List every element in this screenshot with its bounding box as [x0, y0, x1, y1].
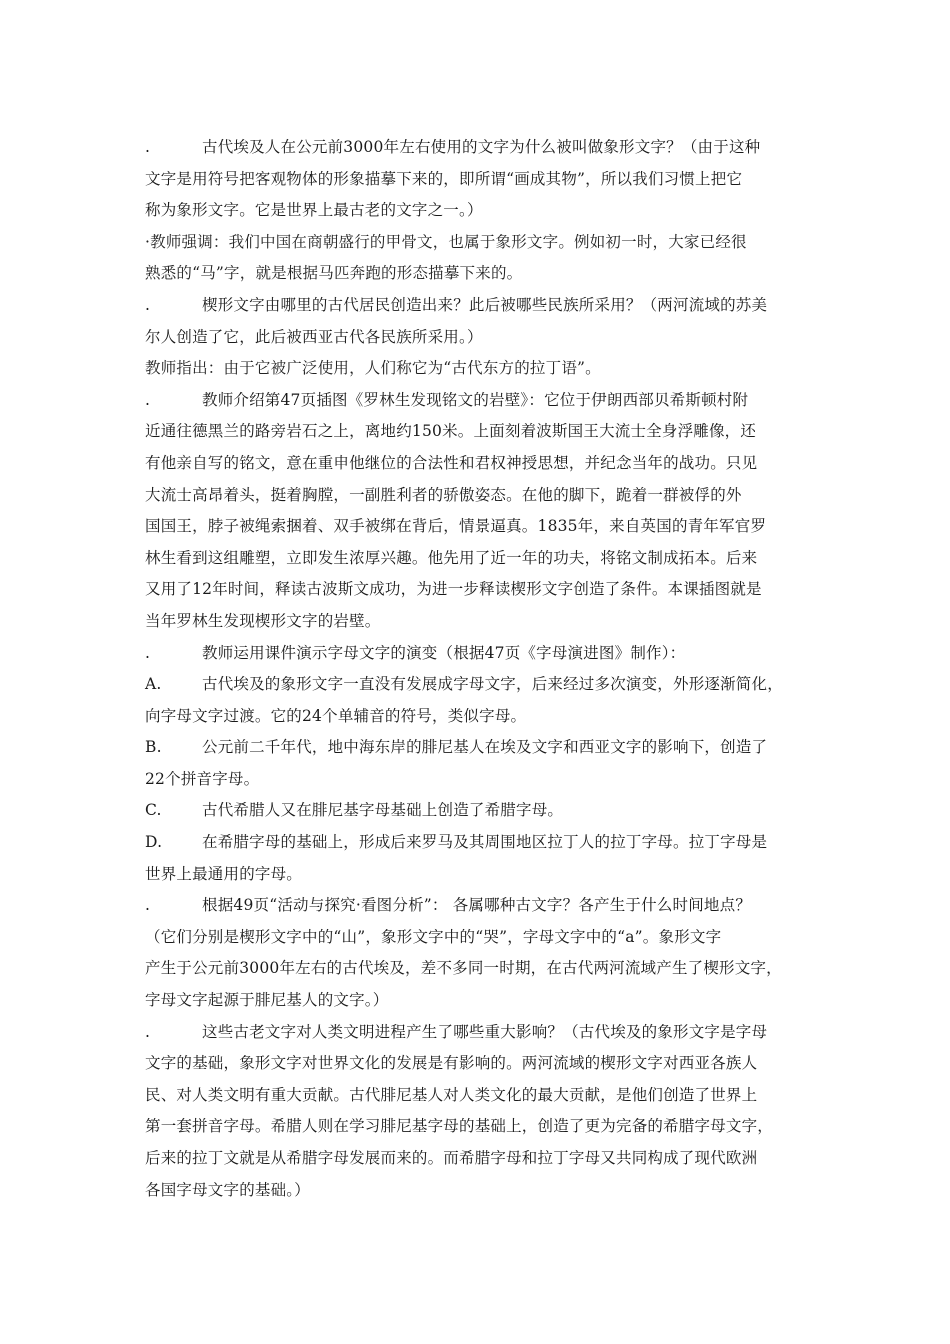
paragraph-teacher-emphasis [145, 227, 810, 290]
list-marker: . [145, 643, 151, 662]
text-line: 古代希腊人又在腓尼基字母基础上创造了希腊字母。 [202, 801, 564, 820]
paragraph-hieroglyph-question [145, 132, 810, 227]
text-line: 世界上最通用的字母。 [145, 864, 303, 883]
list-marker: . [145, 896, 151, 915]
text-line: 古代埃及人在公元前3000年左右使用的文字为什么被叫做象形文字？（由于这种 [202, 138, 761, 156]
text-line: 22个拼音字母。 [145, 769, 260, 788]
text-line: 产生于公元前3000年左右的古代埃及，差不多同一时期，在古代两河流域产生了楔形文字， [145, 959, 782, 978]
text-line: 尔人创造了它，此后被西亚古代各民族所采用。） [145, 327, 483, 346]
text-line: 公元前二千年代，地中海东岸的腓尼基人在埃及文字和西亚文字的影响下，创造了 [202, 738, 768, 757]
paragraph-item-d [145, 827, 810, 890]
paragraph-activity-analysis [145, 890, 810, 1016]
list-marker: D. [145, 833, 163, 852]
paragraph-rawlinson-inscription [145, 385, 810, 638]
text-line: 这些古老文字对人类文明进程产生了哪些重大影响？（古代埃及的象形文字是字母 [202, 1022, 768, 1041]
text-line: 文字的基础，象形文字对世界文化的发展是有影响的。两河流域的楔形文字对西亚各族人 [145, 1054, 758, 1073]
list-marker: . [145, 390, 151, 409]
text-line: 字母文字起源于腓尼基人的文字。） [145, 991, 389, 1010]
text-line: （它们分别是楔形文字中的“山”，象形文字中的“哭”，字母文字中的“a”。象形文字 [145, 927, 722, 946]
list-marker: . [145, 295, 151, 314]
list-marker: B. [145, 738, 162, 757]
text-line: 在希腊字母的基础上，形成后来罗马及其周围地区拉丁人的拉丁字母。拉丁字母是 [202, 833, 768, 852]
text-line: 根据49页“活动与探究·看图分析”： 各属哪种古文字？各产生于什么时间地点？ [202, 896, 752, 915]
text-line: 第一套拼音字母。希腊人则在学习腓尼基字母的基础上，创造了更为完备的希腊字母文字， [145, 1117, 774, 1136]
paragraph-alphabet-evolution [145, 638, 810, 670]
text-line: 各国字母文字的基础。） [145, 1180, 310, 1199]
text-line: 又用了12年时间，释读古波斯文成功，为进一步释读楔形文字创造了条件。本课插图就是 [145, 580, 762, 599]
text-line: 楔形文字由哪里的古代居民创造出来？此后被哪些民族所采用？（两河流域的苏美 [202, 295, 768, 314]
text-line: 近通往德黑兰的路旁岩石之上，离地约150米。上面刻着波斯国王大流士全身浮雕像，还 [145, 422, 757, 441]
text-line: 文字是用符号把客观物体的形象描摹下来的，即所谓“画成其物”，所以我们习惯上把它 [145, 169, 743, 188]
text-line: 国国王，脖子被绳索捆着、双手被绑在背后，情景逼真。1835年，来自英国的青年军官罗 [145, 517, 767, 536]
text-line: 熟悉的“马”字，就是根据马匹奔跑的形态描摹下来的。 [145, 264, 523, 283]
document-body [145, 132, 810, 1206]
text-line: 林生看到这组雕塑，立即发生浓厚兴趣。他先用了近一年的功夫，将铭文制成拓本。后来 [145, 548, 758, 567]
text-line: 教师介绍第47页插图《罗林生发现铭文的岩壁》：它位于伊朗西部贝希斯顿村附 [202, 390, 749, 409]
list-marker: . [145, 1022, 151, 1041]
text-line: 向字母文字过渡。它的24个单辅音的符号，类似字母。 [145, 706, 527, 725]
text-line: ·教师强调：我们中国在商朝盛行的甲骨文，也属于象形文字。例如初一时，大家已经很 [145, 232, 747, 251]
text-line: 教师运用课件演示字母文字的演变（根据47页《字母演进图》制作）： [202, 643, 686, 662]
paragraph-cuneiform-question [145, 290, 810, 353]
list-marker: A. [145, 675, 162, 694]
list-marker: C. [145, 801, 162, 820]
text-line: 后来的拉丁文就是从希腊字母发展而来的。而希腊字母和拉丁字母又共同构成了现代欧洲 [145, 1149, 758, 1167]
paragraph-item-a [145, 669, 810, 732]
paragraph-item-b [145, 732, 810, 795]
text-line: 教师指出：由于它被广泛使用，人们称它为“古代东方的拉丁语”。 [145, 359, 601, 378]
text-line: 当年罗林生发现楔形文字的岩壁。 [145, 611, 381, 630]
text-line: 古代埃及的象形文字一直没有发展成字母文字，后来经过多次演变，外形逐渐简化， [202, 675, 783, 694]
text-line: 大流士高昂着头，挺着胸膛，一副胜利者的骄傲姿态。在他的脚下，跪着一群被俘的外 [145, 485, 742, 504]
text-line: 称为象形文字。它是世界上最古老的文字之一。） [145, 201, 483, 220]
paragraph-teacher-points-out [145, 353, 810, 385]
text-line: 有他亲自写的铭文，意在重申他继位的合法性和君权神授思想，并纪念当年的战功。只见 [145, 453, 758, 472]
paragraph-influence-question [145, 1017, 810, 1207]
paragraph-item-c [145, 795, 810, 827]
text-line: 民、对人类文明有重大贡献。古代腓尼基人对人类文化的最大贡献，是他们创造了世界上 [145, 1085, 758, 1104]
list-marker: . [145, 138, 151, 156]
